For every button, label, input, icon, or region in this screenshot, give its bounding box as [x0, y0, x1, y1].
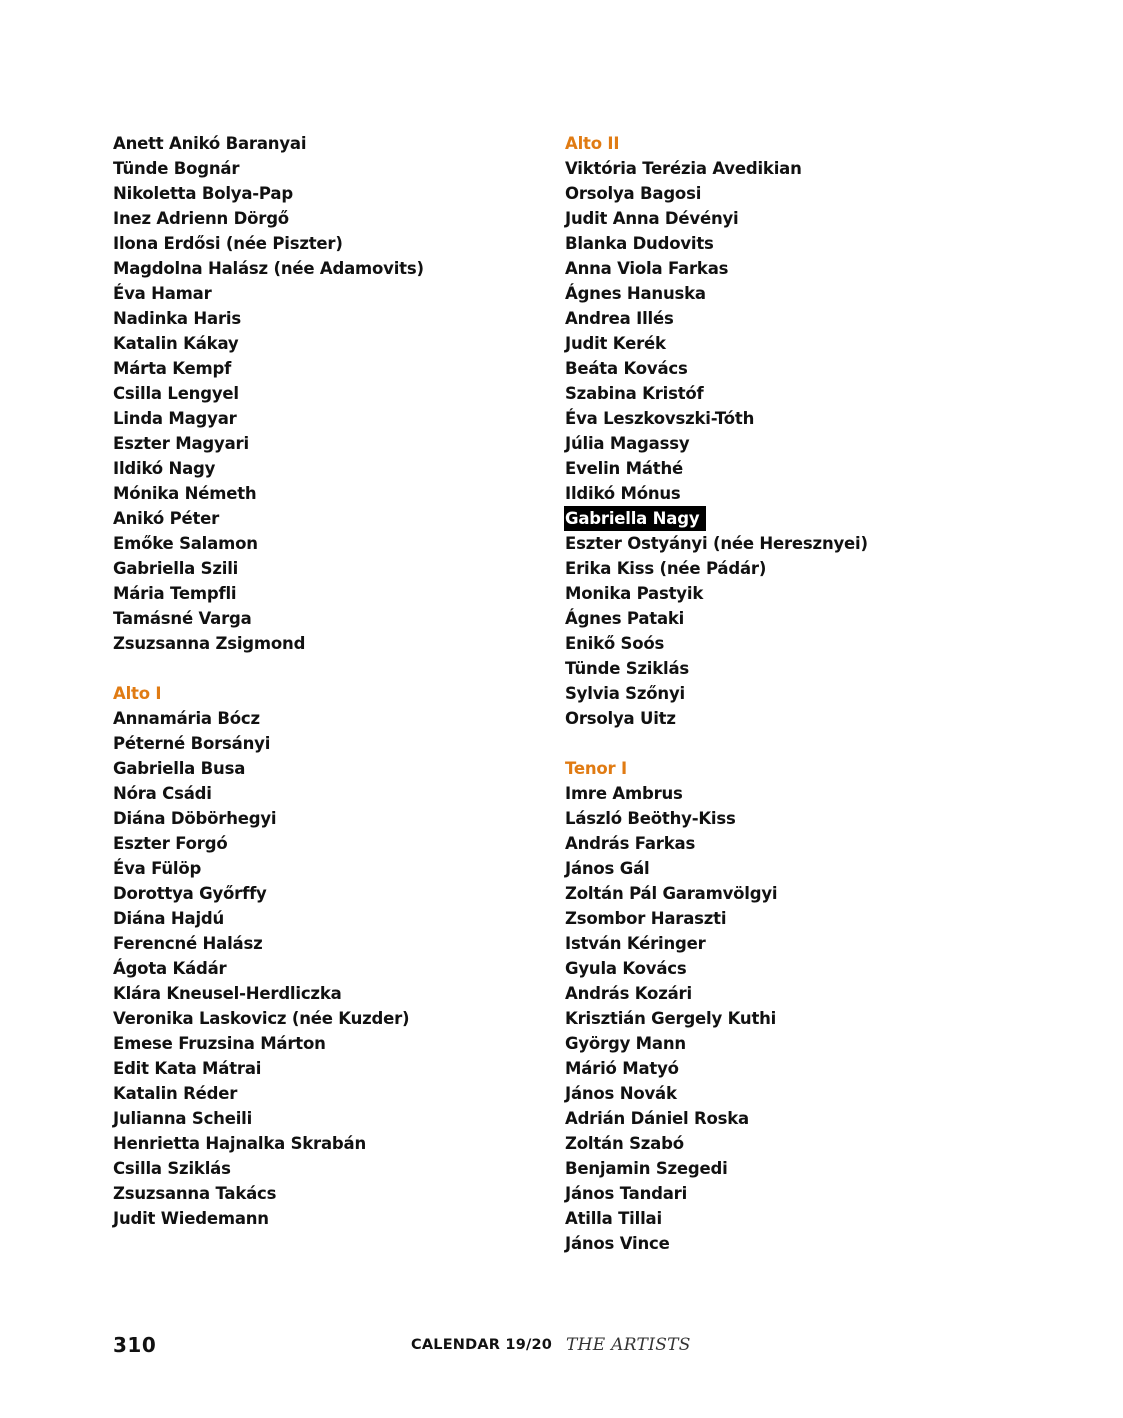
member-name: Emőke Salamon [113, 534, 258, 553]
member-name: Orsolya Bagosi [565, 184, 702, 203]
member-name: Orsolya Uitz [565, 709, 676, 728]
member-name: Erika Kiss (née Pádár) [565, 559, 767, 578]
member-name: Diána Döbörhegyi [113, 809, 277, 828]
member-name: Mária Tempfli [113, 584, 237, 603]
member-list-alto-1 [113, 706, 424, 1231]
member-name: Annamária Bócz [113, 709, 260, 728]
right-column [565, 131, 868, 1256]
member-name: Atilla Tillai [565, 1209, 662, 1228]
member-name: Gabriella Busa [113, 759, 246, 778]
member-name: Katalin Réder [113, 1084, 238, 1103]
member-name: Ferencné Halász [113, 934, 263, 953]
member-name: Anna Viola Farkas [565, 259, 729, 278]
page-number: 310 [113, 1333, 157, 1357]
member-name: Anikó Péter [113, 509, 220, 528]
member-list-group1 [113, 131, 424, 656]
member-name: Zoltán Pál Garamvölgyi [565, 884, 778, 903]
member-name: Mónika Németh [113, 484, 257, 503]
member-name-row-highlighted [565, 506, 868, 531]
member-name: Ágnes Pataki [565, 609, 685, 628]
member-name: Enikő Soós [565, 634, 665, 653]
member-name: Gyula Kovács [565, 959, 687, 978]
member-name: Gabriella Szili [113, 559, 239, 578]
section-gap [565, 731, 868, 756]
member-name: István Kéringer [565, 934, 706, 953]
member-list-tenor-1 [565, 781, 868, 1256]
member-name: Zsuzsanna Takács [113, 1184, 277, 1203]
member-name: Diána Hajdú [113, 909, 225, 928]
member-name: Júlia Magassy [565, 434, 690, 453]
member-name: Péterné Borsányi [113, 734, 271, 753]
member-name: György Mann [565, 1034, 686, 1053]
member-name: Eszter Ostyányi (née Heresznyei) [565, 534, 868, 553]
member-name: Julianna Scheili [113, 1109, 253, 1128]
member-name: András Kozári [565, 984, 692, 1003]
member-name: Ildikó Mónus [565, 484, 681, 503]
section-heading-alto-2: Alto II [565, 134, 620, 153]
member-name: Tamásné Varga [113, 609, 252, 628]
section-gap [113, 656, 424, 681]
member-name: Márió Matyó [565, 1059, 679, 1078]
member-name: Klára Kneusel-Herdliczka [113, 984, 342, 1003]
member-name: Eszter Magyari [113, 434, 249, 453]
member-name: Krisztián Gergely Kuthi [565, 1009, 777, 1028]
member-name: Dorottya Győrffy [113, 884, 267, 903]
member-name: Katalin Kákay [113, 334, 239, 353]
member-name: András Farkas [565, 834, 696, 853]
member-name: Andrea Illés [565, 309, 674, 328]
section-heading-tenor-1: Tenor I [565, 759, 627, 778]
left-column [113, 131, 424, 1231]
member-name: Sylvia Szőnyi [565, 684, 685, 703]
member-name: Benjamin Szegedi [565, 1159, 728, 1178]
member-name: János Novák [565, 1084, 677, 1103]
member-name: László Beöthy-Kiss [565, 809, 736, 828]
member-name: János Gál [565, 859, 650, 878]
member-name: Márta Kempf [113, 359, 232, 378]
member-name: Éva Leszkovszki-Tóth [565, 409, 755, 428]
member-name: János Tandari [565, 1184, 688, 1203]
member-name: János Vince [565, 1234, 670, 1253]
member-name: Judit Anna Dévényi [565, 209, 739, 228]
member-name: Éva Hamar [113, 284, 212, 303]
member-name: Szabina Kristóf [565, 384, 704, 403]
member-name: Veronika Laskovicz (née Kuzder) [113, 1009, 410, 1028]
member-name: Evelin Máthé [565, 459, 683, 478]
member-name: Emese Fruzsina Márton [113, 1034, 326, 1053]
member-name: Judit Wiedemann [113, 1209, 269, 1228]
member-name: Ágota Kádár [113, 959, 227, 978]
member-name: Viktória Terézia Avedikian [565, 159, 802, 178]
member-name: Zsuzsanna Zsigmond [113, 634, 306, 653]
member-name: Nikoletta Bolya-Pap [113, 184, 293, 203]
member-name: Inez Adrienn Dörgő [113, 209, 289, 228]
member-name: Ildikó Nagy [113, 459, 216, 478]
member-name: Éva Fülöp [113, 859, 202, 878]
member-name: Ilona Erdősi (née Piszter) [113, 234, 343, 253]
member-name: Edit Kata Mátrai [113, 1059, 262, 1078]
member-name: Imre Ambrus [565, 784, 683, 803]
member-list-alto-2 [565, 156, 868, 731]
member-name: Csilla Lengyel [113, 384, 239, 403]
member-name: Linda Magyar [113, 409, 237, 428]
member-name: Judit Kerék [565, 334, 666, 353]
member-name: Ágnes Hanuska [565, 284, 706, 303]
member-name: Eszter Forgó [113, 834, 228, 853]
section-heading-alto-1: Alto I [113, 684, 162, 703]
member-name: Magdolna Halász (née Adamovits) [113, 259, 424, 278]
selected-member-name[interactable]: Gabriella Nagy [564, 506, 706, 531]
member-name: Beáta Kovács [565, 359, 688, 378]
member-name: Henrietta Hajnalka Skrabán [113, 1134, 366, 1153]
member-name: Nadinka Haris [113, 309, 241, 328]
member-name: Tünde Bognár [113, 159, 240, 178]
member-name: Zsombor Haraszti [565, 909, 727, 928]
member-name: Tünde Sziklás [565, 659, 690, 678]
member-name: Anett Anikó Baranyai [113, 134, 307, 153]
member-name: Adrián Dániel Roska [565, 1109, 749, 1128]
publication-title: CALENDAR 19/20 [411, 1337, 553, 1353]
member-name: Monika Pastyik [565, 584, 704, 603]
section-title: THE ARTISTS [566, 1335, 691, 1355]
member-name: Csilla Sziklás [113, 1159, 231, 1178]
member-name: Zoltán Szabó [565, 1134, 684, 1153]
member-name: Blanka Dudovits [565, 234, 714, 253]
member-name: Nóra Csádi [113, 784, 212, 803]
